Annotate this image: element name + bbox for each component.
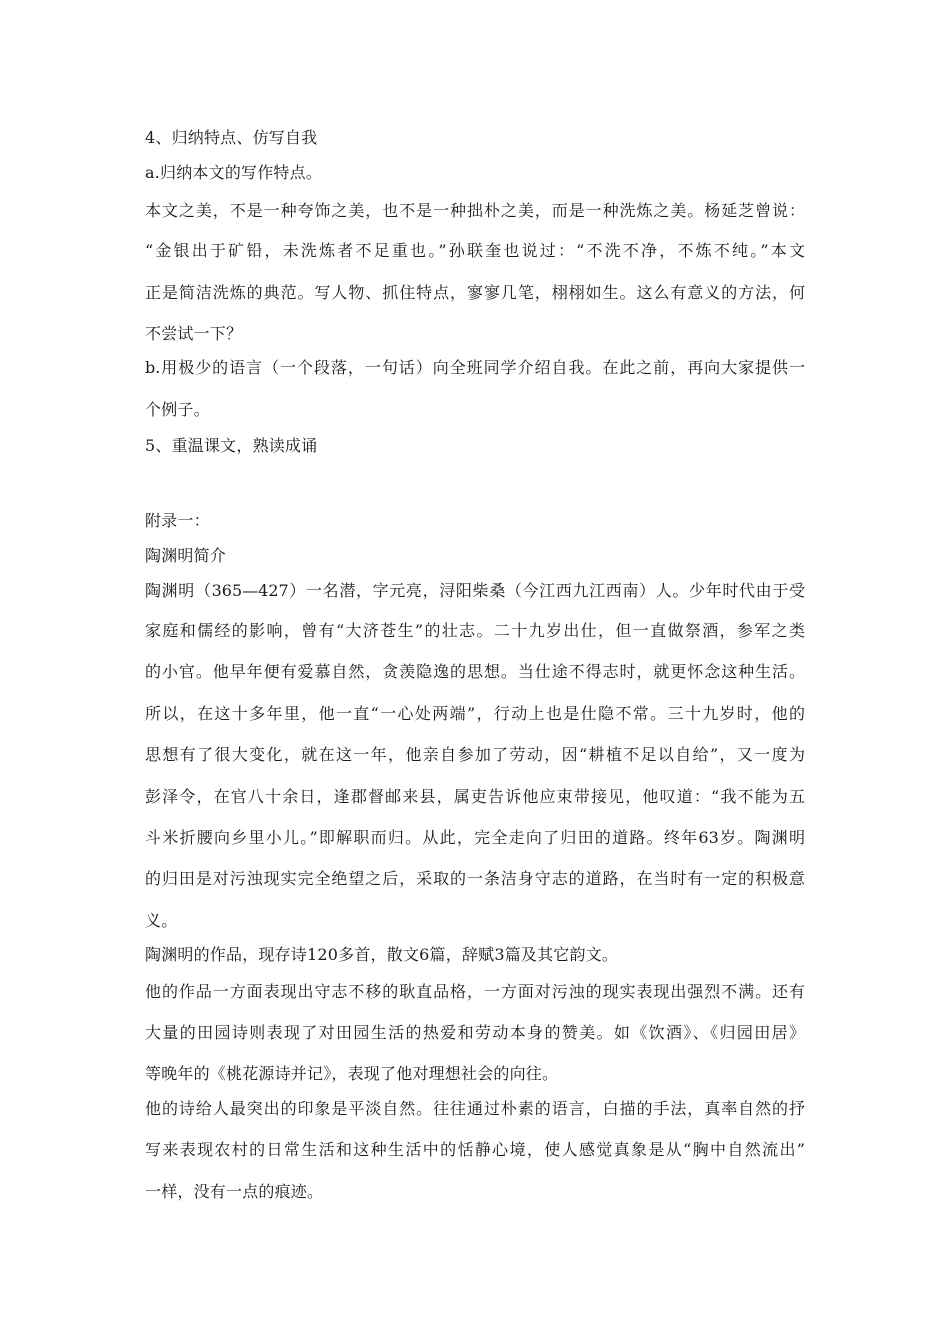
bio-line: 思想有了很大变化，就在这一年，他亲自参加了劳动，因“耕植不足以自给”，又一度为 <box>145 745 805 764</box>
works-line: 陶渊明的作品，现存诗120多首，散文6篇，辞赋3篇及其它韵文。 <box>145 945 619 964</box>
paragraph-line: “金银出于矿铅，未洗炼者不足重也。”孙联奎也说过：“不洗不净，不炼不纯。”本文 <box>145 241 805 260</box>
style-line: 等晚年的《桃花源诗并记》，表现了他对理想社会的向往。 <box>145 1064 559 1083</box>
bio-line: 所以，在这十多年里，他一直“一心处两端”，行动上也是仕隐不常。三十九岁时，他的 <box>145 704 805 723</box>
appendix-title: 附录一： <box>145 511 210 530</box>
paragraph-line: 不尝试一下？ <box>145 324 243 343</box>
appendix-subtitle: 陶渊明简介 <box>145 546 227 565</box>
bio-line: 彭泽令，在官八十余日，逢郡督邮来县，属吏告诉他应束带接见，他叹道：“我不能为五 <box>145 787 805 806</box>
style-line: 他的作品一方面表现出守志不移的耿直品格，一方面对污浊的现实表现出强烈不满。还有 <box>145 982 805 1001</box>
paragraph-line: 正是简洁洗炼的典范。写人物、抓住特点，寥寥几笔，栩栩如生。这么有意义的方法，何 <box>145 283 805 302</box>
section-5-heading: 5、重温课文，熟读成诵 <box>145 436 318 455</box>
item-b-line: b.用极少的语言（一个段落，一句话）向全班同学介绍自我。在此之前，再向大家提供一 <box>145 358 805 377</box>
item-a-text: a.归纳本文的写作特点。 <box>145 163 323 182</box>
poetry-line: 一样，没有一点的痕迹。 <box>145 1182 324 1201</box>
item-b-line: 个例子。 <box>145 400 210 419</box>
bio-line: 的小官。他早年便有爱慕自然，贪羡隐逸的思想。当仕途不得志时，就更怀念这种生活。 <box>145 662 805 681</box>
bio-line: 陶渊明（365—427）一名潜，字元亮，浔阳柴桑（今江西九江西南）人。少年时代由于受 <box>145 581 805 600</box>
bio-line: 的归田是对污浊现实完全绝望之后，采取的一条洁身守志的道路，在当时有一定的积极意 <box>145 869 805 888</box>
bio-line: 家庭和儒经的影响，曾有“大济苍生”的壮志。二十九岁出仕，但一直做祭酒，参军之类 <box>145 621 805 640</box>
poetry-line: 他的诗给人最突出的印象是平淡自然。往往通过朴素的语言，白描的手法，真率自然的抒 <box>145 1099 805 1118</box>
section-4-heading: 4、归纳特点、仿写自我 <box>145 128 318 147</box>
bio-line: 义。 <box>145 911 178 930</box>
style-line: 大量的田园诗则表现了对田园生活的热爱和劳动本身的赞美。如《饮酒》、《归园田居》 <box>145 1023 805 1042</box>
poetry-line: 写来表现农村的日常生活和这种生活中的恬静心境，使人感觉真象是从“胸中自然流出” <box>145 1140 805 1159</box>
bio-line: 斗米折腰向乡里小儿。”即解职而归。从此，完全走向了归田的道路。终年63岁。陶渊明 <box>145 828 805 847</box>
paragraph-line: 本文之美，不是一种夸饰之美，也不是一种拙朴之美，而是一种洗炼之美。杨延芝曾说： <box>145 201 805 220</box>
